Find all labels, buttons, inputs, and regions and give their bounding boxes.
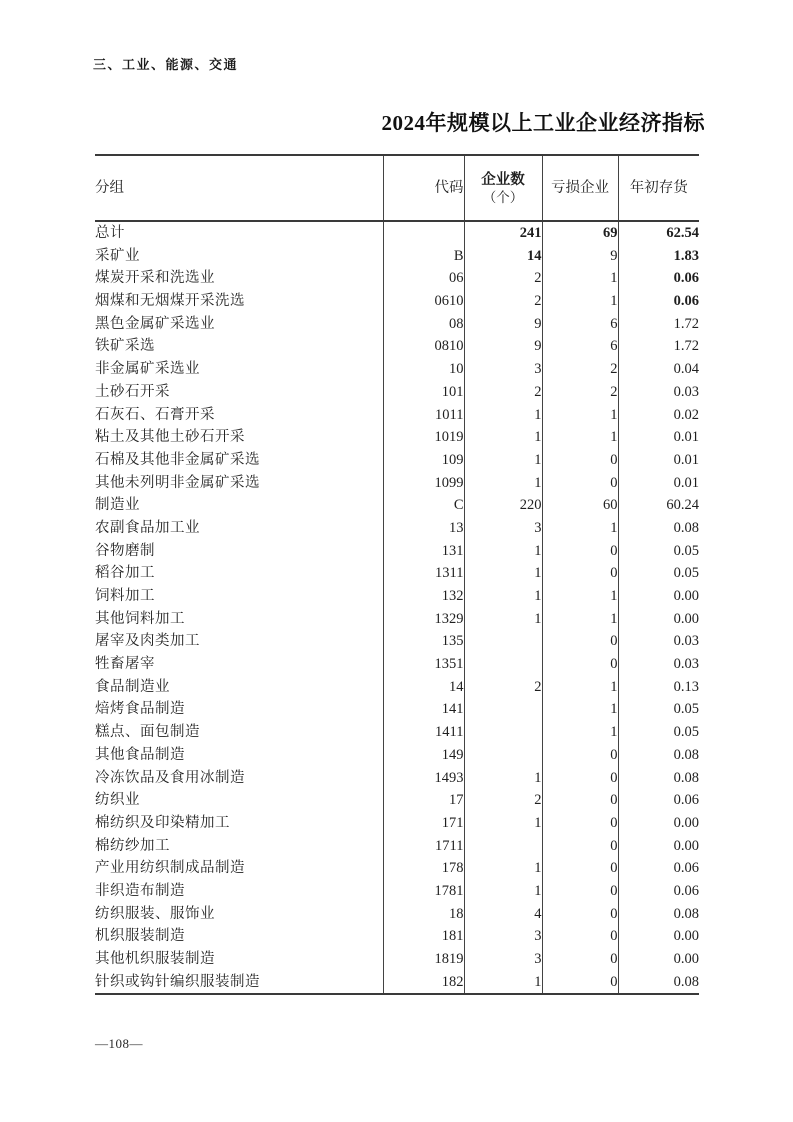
- cell-count: 1: [464, 404, 542, 427]
- cell-loss: 0: [542, 767, 618, 790]
- cell-group: 铁矿采选: [95, 335, 383, 358]
- cell-code: 135: [383, 630, 464, 653]
- cell-count: 1: [464, 857, 542, 880]
- cell-inventory: 0.04: [673, 361, 699, 378]
- cell-count: 1: [464, 585, 542, 608]
- cell-code: 181: [383, 925, 464, 948]
- cell-inventory: 0.03: [673, 633, 699, 650]
- cell-group: 针织或钩针编织服装制造: [95, 971, 383, 995]
- table-row: [95, 335, 699, 358]
- cell-loss: 1: [542, 585, 618, 608]
- column-header-count: [464, 155, 542, 221]
- cell-inventory: 0.05: [673, 724, 699, 741]
- cell-code: 17: [383, 789, 464, 812]
- cell-loss: 1: [542, 267, 618, 290]
- table-row: [95, 290, 699, 313]
- cell-loss: 0: [542, 880, 618, 903]
- cell-group: 其他食品制造: [95, 744, 383, 767]
- cell-code: C: [383, 494, 464, 517]
- cell-inventory: 62.54: [666, 225, 699, 241]
- cell-code: 1099: [383, 472, 464, 495]
- cell-loss: 0: [542, 562, 618, 585]
- table-row: [95, 608, 699, 631]
- table-row: [95, 426, 699, 449]
- cell-inventory: 0.08: [673, 973, 699, 990]
- cell-loss: 1: [542, 426, 618, 449]
- cell-loss: 0: [542, 630, 618, 653]
- cell-code: 0610: [383, 290, 464, 313]
- cell-count: 2: [464, 267, 542, 290]
- cell-code: 08: [383, 313, 464, 336]
- table-row: [95, 653, 699, 676]
- cell-group: 非金属矿采选业: [95, 358, 383, 381]
- cell-code: 10: [383, 358, 464, 381]
- cell-group: 牲畜屠宰: [95, 653, 383, 676]
- table-row: [95, 971, 699, 995]
- table-row: [95, 857, 699, 880]
- cell-count: 3: [464, 358, 542, 381]
- table-row: [95, 245, 699, 268]
- cell-inventory: 1.72: [673, 338, 699, 355]
- cell-count: 1: [464, 540, 542, 563]
- cell-group: 煤炭开采和洗选业: [95, 267, 383, 290]
- table-row: [95, 721, 699, 744]
- table-row: [95, 449, 699, 472]
- cell-loss: 2: [542, 381, 618, 404]
- section-header: 三、工业、能源、交通: [93, 57, 239, 72]
- cell-inventory: 0.06: [673, 792, 699, 809]
- cell-code: 182: [383, 971, 464, 995]
- economic-indicators-table: [95, 154, 699, 995]
- cell-inventory: 0.00: [673, 928, 699, 945]
- cell-count: 1: [464, 767, 542, 790]
- column-header-loss-label: 亏损企业: [551, 180, 609, 196]
- cell-code: 13: [383, 517, 464, 540]
- table-row: [95, 925, 699, 948]
- cell-group: 其他饲料加工: [95, 608, 383, 631]
- cell-group: 其他未列明非金属矿采选: [95, 472, 383, 495]
- cell-count: 1: [464, 812, 542, 835]
- cell-count: 3: [464, 948, 542, 971]
- cell-loss: 6: [542, 335, 618, 358]
- cell-inventory: 0.05: [673, 701, 699, 718]
- cell-loss: 60: [542, 494, 618, 517]
- cell-group: 其他机织服装制造: [95, 948, 383, 971]
- cell-loss: 0: [542, 744, 618, 767]
- cell-count: 4: [464, 903, 542, 926]
- cell-count: [464, 630, 542, 653]
- cell-code: 06: [383, 267, 464, 290]
- page-number: —108—: [95, 1036, 143, 1051]
- cell-count: 220: [464, 494, 542, 517]
- column-header-code-label: 代码: [434, 180, 464, 196]
- cell-count: 2: [464, 789, 542, 812]
- cell-count: 2: [464, 381, 542, 404]
- cell-loss: 0: [542, 789, 618, 812]
- cell-group: 糕点、面包制造: [95, 721, 383, 744]
- cell-code: 1819: [383, 948, 464, 971]
- table-row: [95, 789, 699, 812]
- cell-code: 1019: [383, 426, 464, 449]
- cell-group: 黑色金属矿采选业: [95, 313, 383, 336]
- cell-loss: 69: [542, 221, 618, 245]
- cell-code: 132: [383, 585, 464, 608]
- cell-code: 171: [383, 812, 464, 835]
- cell-count: [464, 698, 542, 721]
- table-row: [95, 221, 699, 245]
- table-row: [95, 767, 699, 790]
- table-row: [95, 404, 699, 427]
- cell-loss: 0: [542, 903, 618, 926]
- cell-group: 粘土及其他土砂石开采: [95, 426, 383, 449]
- header-row: [95, 155, 699, 221]
- cell-code: 1011: [383, 404, 464, 427]
- cell-count: 14: [464, 245, 542, 268]
- cell-count: 241: [464, 221, 542, 245]
- cell-inventory: 0.01: [673, 474, 699, 491]
- cell-count: 9: [464, 313, 542, 336]
- cell-count: 1: [464, 880, 542, 903]
- cell-inventory: 0.06: [673, 293, 699, 310]
- cell-inventory: 0.05: [673, 542, 699, 559]
- cell-code: 1781: [383, 880, 464, 903]
- cell-code: B: [383, 245, 464, 268]
- cell-count: 2: [464, 290, 542, 313]
- cell-group: 制造业: [95, 494, 383, 517]
- cell-inventory: 0.03: [673, 656, 699, 673]
- cell-code: [383, 221, 464, 245]
- cell-group: 棉纺纱加工: [95, 835, 383, 858]
- cell-group: 烟煤和无烟煤开采洗选: [95, 290, 383, 313]
- cell-loss: 0: [542, 653, 618, 676]
- column-header-code: [383, 155, 464, 221]
- table-row: [95, 562, 699, 585]
- cell-code: 178: [383, 857, 464, 880]
- table-row: [95, 676, 699, 699]
- table-row: [95, 630, 699, 653]
- cell-inventory: 1.72: [673, 315, 699, 332]
- cell-count: 9: [464, 335, 542, 358]
- cell-inventory: 0.08: [673, 746, 699, 763]
- cell-inventory: 0.05: [673, 565, 699, 582]
- cell-group: 焙烤食品制造: [95, 698, 383, 721]
- table-row: [95, 517, 699, 540]
- cell-loss: 1: [542, 290, 618, 313]
- cell-group: 采矿业: [95, 245, 383, 268]
- cell-loss: 0: [542, 472, 618, 495]
- cell-inventory: 0.00: [673, 814, 699, 831]
- cell-group: 棉纺织及印染精加工: [95, 812, 383, 835]
- cell-code: 1329: [383, 608, 464, 631]
- column-header-group-label: 分组: [95, 180, 124, 196]
- cell-loss: 0: [542, 812, 618, 835]
- cell-inventory: 60.24: [666, 497, 699, 514]
- cell-inventory: 0.00: [673, 837, 699, 854]
- cell-loss: 1: [542, 721, 618, 744]
- table-row: [95, 698, 699, 721]
- cell-loss: 0: [542, 971, 618, 995]
- cell-inventory: 0.02: [673, 406, 699, 423]
- column-header-inventory-label: 年初存货: [629, 180, 688, 196]
- cell-loss: 6: [542, 313, 618, 336]
- cell-inventory: 0.01: [673, 451, 699, 468]
- cell-loss: 1: [542, 698, 618, 721]
- cell-count: 3: [464, 925, 542, 948]
- table-row: [95, 494, 699, 517]
- cell-group: 总计: [95, 221, 383, 245]
- table-row: [95, 540, 699, 563]
- cell-inventory: 0.06: [673, 882, 699, 899]
- table-row: [95, 313, 699, 336]
- table-row: [95, 880, 699, 903]
- cell-loss: 2: [542, 358, 618, 381]
- table-row: [95, 358, 699, 381]
- cell-group: 石棉及其他非金属矿采选: [95, 449, 383, 472]
- cell-group: 产业用纺织制成品制造: [95, 857, 383, 880]
- cell-loss: 0: [542, 835, 618, 858]
- cell-inventory: 0.01: [673, 429, 699, 446]
- cell-inventory: 0.08: [673, 905, 699, 922]
- cell-loss: 1: [542, 404, 618, 427]
- cell-group: 纺织服装、服饰业: [95, 903, 383, 926]
- cell-group: 冷冻饮品及食用冰制造: [95, 767, 383, 790]
- cell-inventory: 0.06: [673, 270, 699, 287]
- table-row: [95, 472, 699, 495]
- cell-count: [464, 653, 542, 676]
- cell-loss: 1: [542, 517, 618, 540]
- cell-count: 1: [464, 449, 542, 472]
- cell-loss: 0: [542, 540, 618, 563]
- cell-code: 101: [383, 381, 464, 404]
- cell-group: 非织造布制造: [95, 880, 383, 903]
- cell-group: 农副食品加工业: [95, 517, 383, 540]
- cell-group: 稻谷加工: [95, 562, 383, 585]
- cell-code: 1711: [383, 835, 464, 858]
- cell-inventory: 0.08: [673, 769, 699, 786]
- cell-count: 1: [464, 426, 542, 449]
- cell-count: [464, 835, 542, 858]
- cell-inventory: 0.08: [673, 519, 699, 536]
- table-row: [95, 812, 699, 835]
- table-row: [95, 585, 699, 608]
- table-row: [95, 267, 699, 290]
- table-row: [95, 948, 699, 971]
- cell-group: 屠宰及肉类加工: [95, 630, 383, 653]
- cell-code: 0810: [383, 335, 464, 358]
- cell-loss: 1: [542, 676, 618, 699]
- column-header-count-label: 企业数: [481, 171, 525, 188]
- cell-group: 谷物磨制: [95, 540, 383, 563]
- cell-count: 1: [464, 971, 542, 995]
- cell-loss: 0: [542, 948, 618, 971]
- cell-inventory: 0.00: [673, 951, 699, 967]
- cell-count: [464, 721, 542, 744]
- cell-group: 机织服装制造: [95, 925, 383, 948]
- cell-loss: 1: [542, 608, 618, 631]
- cell-loss: 9: [542, 245, 618, 268]
- cell-code: 1351: [383, 653, 464, 676]
- table-header: [95, 155, 699, 221]
- cell-code: 1493: [383, 767, 464, 790]
- table-body: [95, 221, 699, 994]
- page-title: 2024年规模以上工业企业经济指标: [381, 111, 705, 135]
- cell-code: 131: [383, 540, 464, 563]
- column-header-group: [95, 155, 383, 221]
- cell-group: 饲料加工: [95, 585, 383, 608]
- cell-code: 1411: [383, 721, 464, 744]
- cell-code: 1311: [383, 562, 464, 585]
- cell-code: 109: [383, 449, 464, 472]
- cell-group: 土砂石开采: [95, 381, 383, 404]
- column-header-count-unit: （个）: [482, 189, 524, 205]
- table-row: [95, 744, 699, 767]
- cell-inventory: 0.03: [673, 383, 699, 400]
- table-row: [95, 381, 699, 404]
- cell-count: 1: [464, 608, 542, 631]
- cell-inventory: 0.00: [673, 610, 699, 627]
- cell-count: [464, 744, 542, 767]
- cell-code: 14: [383, 676, 464, 699]
- cell-inventory: 0.06: [673, 860, 699, 877]
- cell-loss: 0: [542, 925, 618, 948]
- cell-loss: 0: [542, 449, 618, 472]
- cell-code: 149: [383, 744, 464, 767]
- table-row: [95, 835, 699, 858]
- cell-loss: 0: [542, 857, 618, 880]
- cell-inventory: 0.00: [673, 588, 699, 604]
- cell-group: 食品制造业: [95, 676, 383, 699]
- cell-count: 3: [464, 517, 542, 540]
- cell-group: 纺织业: [95, 789, 383, 812]
- cell-code: 18: [383, 903, 464, 926]
- cell-count: 1: [464, 562, 542, 585]
- cell-group: 石灰石、石膏开采: [95, 404, 383, 427]
- column-header-loss: [542, 155, 618, 221]
- table-row: [95, 903, 699, 926]
- cell-count: 1: [464, 472, 542, 495]
- cell-code: 141: [383, 698, 464, 721]
- cell-inventory: 0.13: [673, 678, 699, 695]
- cell-inventory: 1.83: [673, 247, 699, 264]
- column-header-inventory: [618, 155, 699, 221]
- cell-count: 2: [464, 676, 542, 699]
